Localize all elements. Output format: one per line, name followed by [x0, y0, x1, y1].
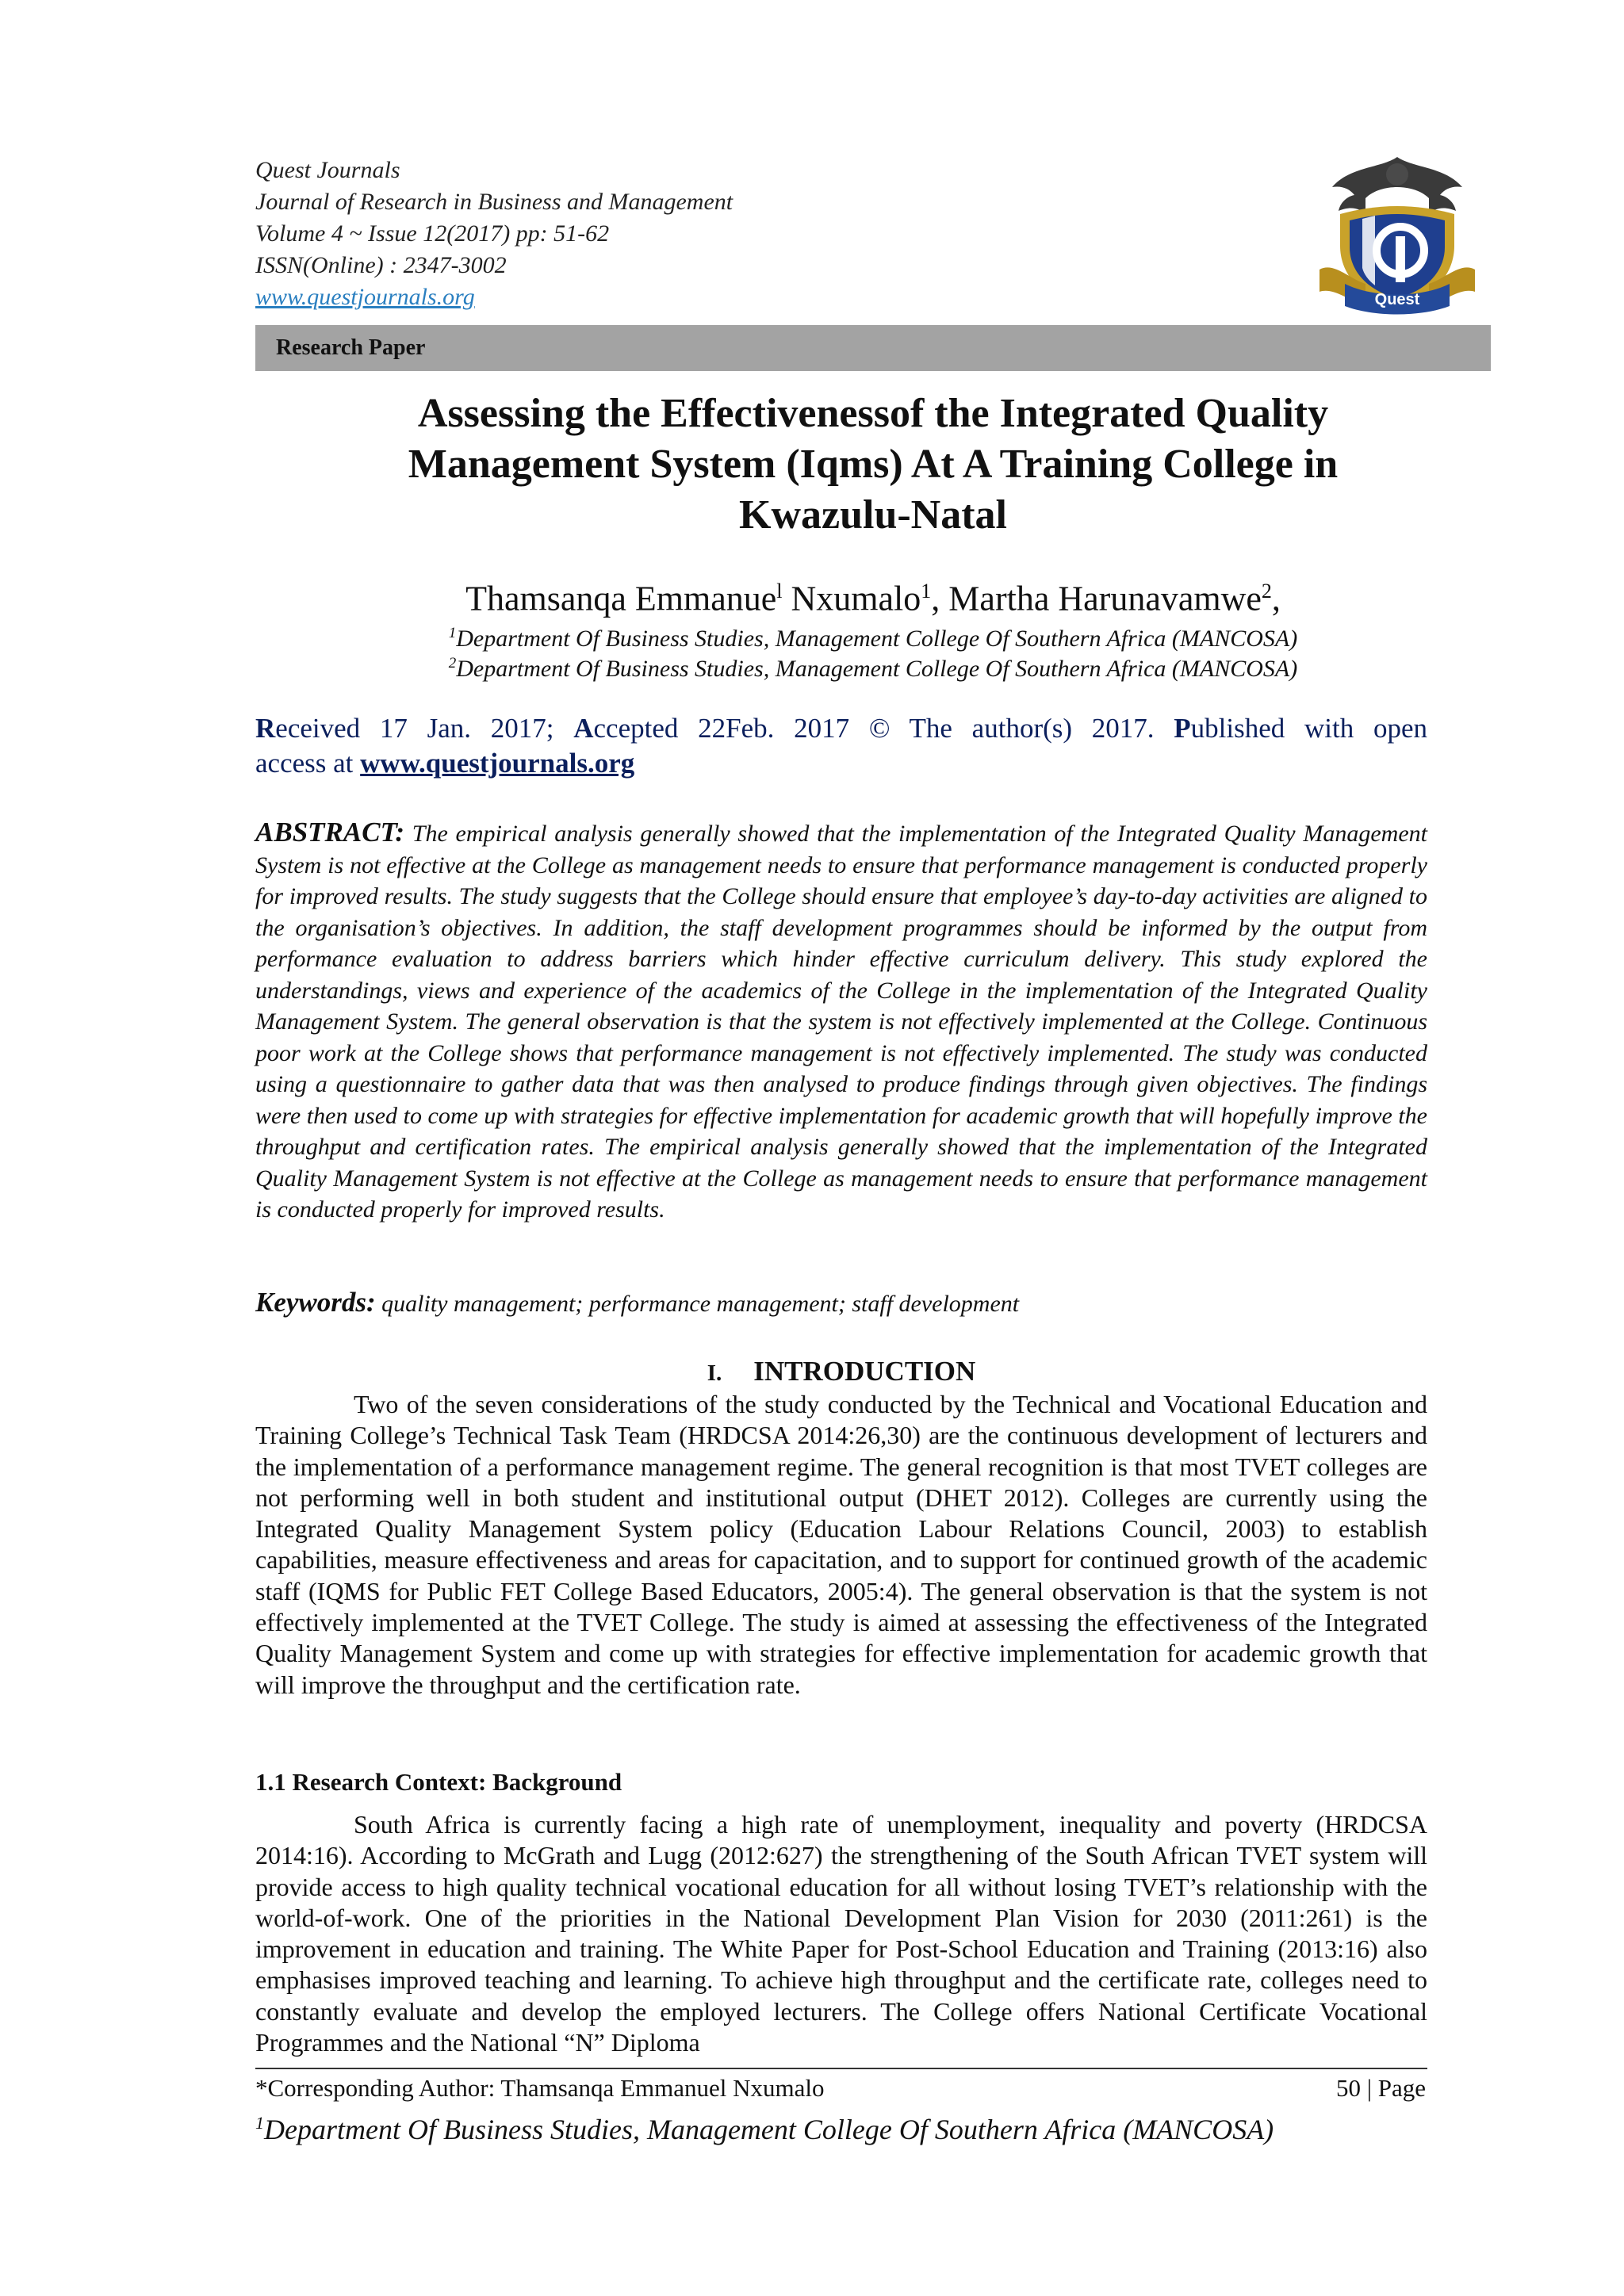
- section-title: INTRODUCTION: [753, 1356, 976, 1387]
- paragraph-text: South Africa is currently facing a high rate of unemployment, inequality and poverty (HRDCSA 2014:16). According to McGrath and Lugg (2012:627) the strengthening of the South African TVET system will provide access to high quality technical vocational education for all without losing TVET’s relationship with the world-of-work. One of the priorities in the National Development Plan Vision for 2030 (2011:261) is the improvement in education and training. The White Paper for Post-School Education and Training (2013:16) also emphasises improved teaching and learning. To achieve high throughput and the certificate rate, colleges need to constantly evaluate and develop the employed lecturers. The College offers National Certificate Vocational Programmes and the National “N” Diploma: [255, 1810, 1427, 2057]
- introduction-paragraph: [255, 1389, 1427, 1701]
- title-line: Kwazulu-Natal: [739, 492, 1007, 538]
- open-access-line: [255, 747, 1427, 780]
- author-name: Nxumalo: [782, 579, 921, 618]
- author-superscript: 2: [1261, 580, 1272, 603]
- page-number: 50 | Page: [1336, 2074, 1426, 2102]
- section-heading: [255, 1354, 1427, 1391]
- affiliation-number: 1: [448, 625, 457, 641]
- title-line: Assessing the Effectivenessof the Integrated Quality: [417, 391, 1329, 436]
- keywords: [255, 1287, 1427, 1320]
- accepted-text: ccepted 22Feb. 2017 © The author(s) 2017.: [593, 713, 1174, 744]
- journal-header: [255, 155, 1207, 313]
- affiliation: [255, 649, 1491, 684]
- section-number: I.: [707, 1360, 722, 1386]
- abstract-label: ABSTRACT:: [255, 817, 405, 848]
- initial-letter: P: [1174, 713, 1191, 744]
- paper-type-bar: Research Paper: [255, 325, 1491, 371]
- author-superscript: 1: [921, 580, 932, 603]
- affiliation-text: Department Of Business Studies, Management College Of Southern Africa (MANCOSA): [456, 656, 1298, 682]
- footer-affiliation-text: Department Of Business Studies, Management College Of Southern Africa (MANCOSA): [264, 2114, 1274, 2145]
- open-access-link[interactable]: www.questjournals.org: [360, 748, 635, 779]
- abstract: [255, 817, 1427, 1226]
- publication-dates: [255, 712, 1427, 745]
- author-name: , Martha Harunavamwe: [931, 579, 1262, 618]
- abstract-text: The empirical analysis generally showed that the implementation of the Integrated Quality Management System is not effective at the College as management needs to ensure that performance management is conducted properly for improved results. The study suggests that the College should ensure that employee’s day-to-day activities are aligned to the organisation’s objectives. In addition, the staff development programmes should be informed by the output from performance evaluation to address barriers which hinder effective curriculum delivery. This study explored the understandings, views and experience of the academics of the College in the implementation of the Integrated Quality Management System. The general observation is that the system is not effectively implemented at the College. Continuous poor work at the College shows that performance management is not effectively implemented. The study was conducted using a questionnaire to gather data that was then analysed to produce findings through given objectives. The findings were then used to come up with strategies for effective implementation for academic growth that will hopefully improve the throughput and certification rates. The empirical analysis generally showed that the implementation of the Integrated Quality Management System is not effective at the College as management needs to ensure that performance management is conducted properly for improved results.: [255, 821, 1427, 1223]
- footer-affiliation-number: 1: [255, 2113, 264, 2133]
- background-paragraph: [255, 1809, 1427, 2058]
- initial-letter: R: [255, 713, 276, 744]
- published-text: ublished with open: [1190, 713, 1427, 744]
- author-list: [255, 569, 1491, 622]
- affiliation-number: 2: [448, 655, 457, 672]
- journal-name: Journal of Research in Business and Management: [255, 189, 733, 215]
- svg-text:Quest: Quest: [1374, 291, 1420, 308]
- footer-divider: [255, 2068, 1427, 2069]
- paragraph-text: Two of the seven considerations of the study conducted by the Technical and Vocational Education and Training College’s Technical Task Team (HRDCSA 2014:26,30) are the continuous development of lecturers and the implementation of a performance management regime. The general recognition is that most TVET colleges are not performing well in both student and institutional output (DHET 2012). Colleges are currently using the Integrated Quality Management System policy (Education Labour Relations Council, 2003) to establish capabilities, measure effectiveness and areas for capacitation, and to support for continued growth of the academic staff (IQMS for Public FET College Based Educators, 2005:4). The general observation is that the system is not effectively implemented at the TVET College. The study is aimed at assessing the effectiveness of the Integrated Quality Management System and come up with strategies for effective implementation for academic growth that will improve the throughput and the certification rate.: [255, 1390, 1427, 1699]
- paper-title: [255, 388, 1491, 541]
- corresponding-author: *Corresponding Author: Thamsanqa Emmanuel Nxumalo: [255, 2074, 825, 2102]
- footer-affiliation: [255, 2106, 1274, 2147]
- journal-issn: ISSN(Online) : 2347-3002: [255, 252, 507, 278]
- keywords-text: quality management; performance management; staff development: [381, 1291, 1020, 1317]
- initial-letter: A: [573, 713, 594, 744]
- author-trail: ,: [1271, 579, 1281, 618]
- journal-website-link[interactable]: www.questjournals.org: [255, 284, 475, 310]
- author-name: Thamsanqa Emmanue: [465, 579, 777, 618]
- open-access-prefix: access at: [255, 748, 361, 779]
- title-line: Management System (Iqms) At A Training College in: [408, 442, 1339, 487]
- journal-volume: Volume 4 ~ Issue 12(2017) pp: 51-62: [255, 220, 610, 247]
- author-superscript: l: [776, 580, 783, 603]
- keywords-label: Keywords:: [255, 1287, 376, 1318]
- journal-publisher: Quest Journals: [255, 157, 400, 183]
- received-text: eceived 17 Jan. 2017;: [275, 713, 574, 744]
- quest-journals-logo: [1318, 151, 1477, 317]
- subsection-heading: 1.1 Research Context: Background: [255, 1768, 622, 1796]
- affiliation-text: Department Of Business Studies, Management College Of Southern Africa (MANCOSA): [456, 626, 1298, 652]
